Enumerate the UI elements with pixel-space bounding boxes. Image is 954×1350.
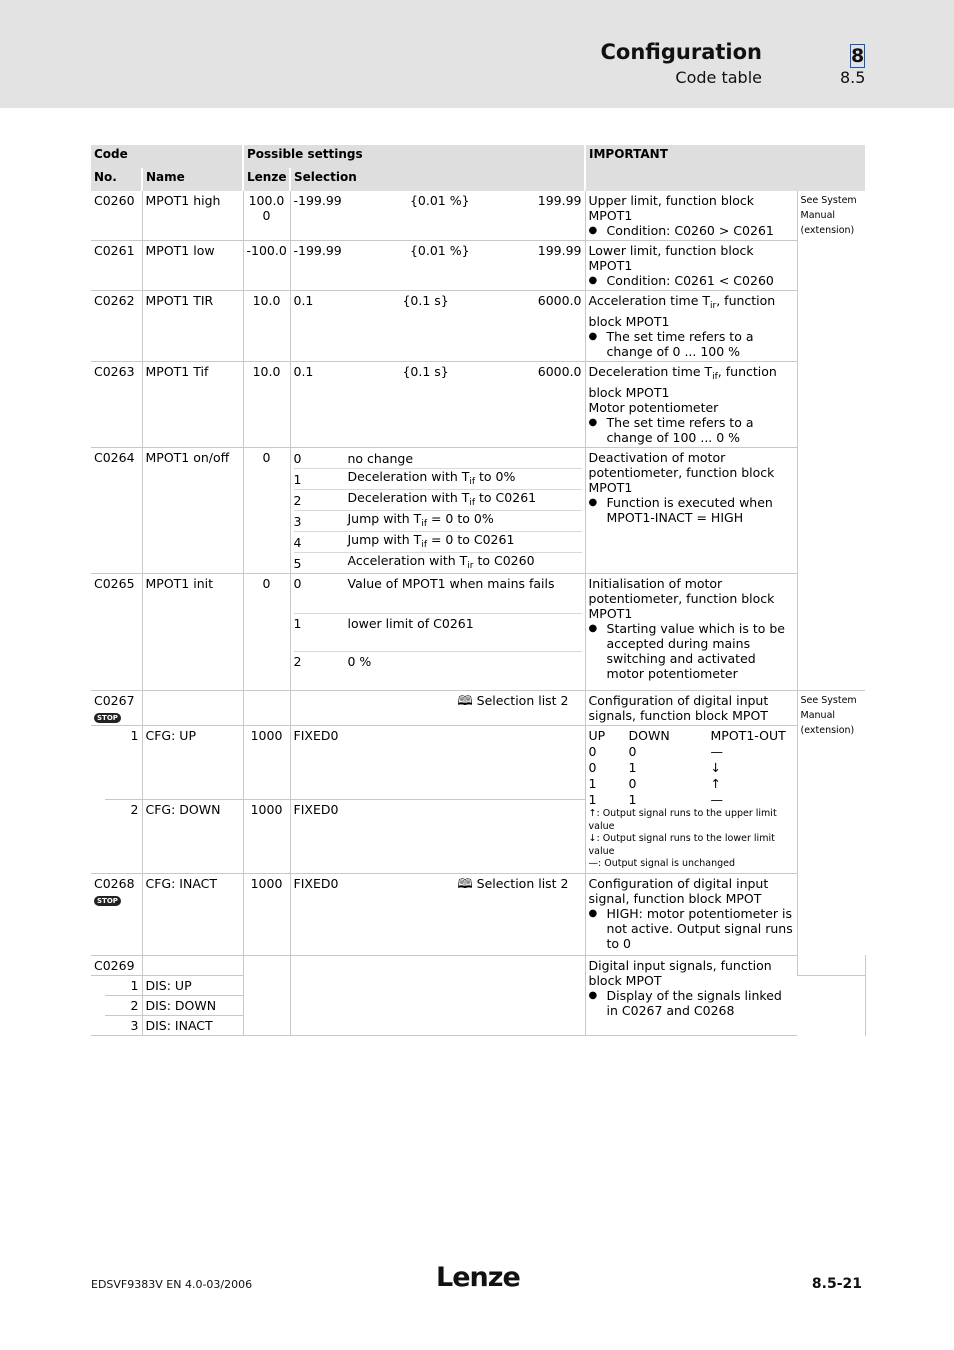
bullet-text: ● Display of the signals linked in C0267 and C0268	[589, 988, 794, 1018]
max-value: 6000.0	[537, 293, 582, 308]
min-value: 0.1	[293, 364, 314, 379]
lenze-logo: Lenze	[436, 1262, 520, 1293]
bullet-text: ● Condition: C0261 < C0260	[589, 273, 794, 288]
bullet-text: ● Starting value which is to be accepted during mains switching and activated motor potentiometer	[589, 621, 794, 681]
name-cell: DIS: INACT	[142, 1015, 243, 1035]
bullet-text: ● HIGH: motor potentiometer is not active. Output signal runs to 0	[589, 906, 794, 951]
selection-cell: FIXED0 🕮 Selection list 2	[290, 873, 585, 955]
info-text: Deactivation of motor potentiometer, function block MPOT1	[588, 450, 775, 495]
name-cell: DIS: UP	[142, 975, 243, 995]
lenze-cell: 0	[243, 574, 290, 691]
selection-cell	[290, 448, 585, 574]
option-row: 0 no change	[294, 448, 582, 469]
header-important: IMPORTANT	[585, 145, 865, 191]
important-cell	[585, 241, 797, 291]
page-number: 8.5-21	[811, 1276, 862, 1292]
header-no: No.	[91, 168, 142, 191]
info-text-2: Motor potentiometer	[588, 400, 719, 415]
name-cell: MPOT1 Tif	[142, 362, 243, 448]
header-name: Name	[142, 168, 243, 191]
table-row-c0263	[91, 362, 865, 448]
name-cell: MPOT1 TIR	[142, 291, 243, 362]
unit-value: {0.01 %}	[409, 243, 470, 258]
lenze-cell: 100.0 0	[243, 191, 290, 241]
selection-list-ref: 🕮 Selection list 2	[290, 691, 585, 726]
info-text: Deceleration time $T_{if}$, function block MPOT1	[588, 364, 777, 400]
lenze-cell: 1000	[243, 726, 290, 800]
sub-no-cell: 1	[105, 726, 142, 800]
option-row: 2 Deceleration with $T_{if}$ to C0261	[294, 490, 582, 511]
page-subtitle: Code table	[675, 68, 762, 87]
important-cell	[585, 362, 797, 448]
header-code: Code	[91, 145, 243, 168]
code-cell: C0264	[91, 448, 142, 574]
max-value: 199.99	[537, 243, 582, 258]
important-cell	[585, 955, 797, 1035]
code-cell: C0260	[91, 191, 142, 241]
table-row-c0268	[91, 873, 865, 955]
code-cell: C0263	[91, 362, 142, 448]
name-cell: CFG: DOWN	[142, 799, 243, 873]
table-row-c0267-1	[91, 726, 865, 800]
max-value: 199.99	[537, 193, 582, 208]
name-cell: DIS: DOWN	[142, 995, 243, 1015]
code-cell: C0268 STOP	[91, 873, 142, 955]
lenze-cell: 1000	[243, 873, 290, 955]
lenze-cell: 10.0	[243, 362, 290, 448]
page-title: Configuration	[600, 40, 762, 64]
table-row-c0265	[91, 574, 865, 691]
chapter-number: 8	[851, 45, 865, 67]
important-cell	[585, 191, 797, 241]
code-cell: C0261	[91, 241, 142, 291]
table-row-c0269	[91, 955, 865, 975]
min-value: -199.99	[293, 193, 342, 208]
info-text: Configuration of digital input signal, function block MPOT	[588, 875, 769, 906]
table-row-c0267	[91, 691, 865, 726]
important-cell	[585, 291, 797, 362]
option-row: 4 Jump with $T_{if} = 0$ to C0261	[294, 532, 582, 553]
selection-cell	[290, 191, 585, 241]
book-icon: 🕮	[457, 694, 473, 709]
unit-value: {0.1 s}	[402, 364, 449, 379]
table-row-c0262	[91, 291, 865, 362]
truth-table-cell	[585, 726, 797, 874]
see-manual-note: See System Manual (extension)	[797, 191, 865, 691]
name-cell: MPOT1 high	[142, 191, 243, 241]
selection-cell	[290, 362, 585, 448]
name-cell: CFG: INACT	[142, 873, 243, 955]
unit-value: {0.01 %}	[409, 193, 470, 208]
code-table	[91, 145, 865, 1036]
code-cell: C0265	[91, 574, 142, 691]
truth-table: UP DOWN MPOT1-OUT 0 0 — 0 1 ↓ 1 0 ↑ 1 1 —	[588, 728, 786, 807]
sub-no-cell: 3	[105, 1015, 142, 1035]
see-manual-note-2: See System Manual (extension)	[797, 691, 865, 976]
code-cell: C0269	[91, 955, 142, 975]
option-row: 3 Jump with $T_{if} = 0$ to 0%	[294, 511, 582, 532]
unit-value: {0.1 s}	[402, 293, 449, 308]
bullet-text: ● The set time refers to a change of 0 ... 100 %	[589, 329, 794, 359]
min-value: 0.1	[293, 293, 314, 308]
name-cell: MPOT1 init	[142, 574, 243, 691]
lenze-cell: -100.0	[243, 241, 290, 291]
lenze-cell: 10.0	[243, 291, 290, 362]
sub-no-cell: 2	[105, 995, 142, 1015]
header-possible-settings: Possible settings	[243, 145, 585, 168]
document-id: EDSVF9383V EN 4.0-03/2006	[91, 1278, 253, 1291]
section-number: 8.5	[840, 68, 866, 87]
max-value: 6000.0	[537, 364, 582, 379]
legend-up: ↑: Output signal runs to the upper limit value	[588, 808, 777, 832]
legend-unchanged: —: Output signal is unchanged	[588, 858, 736, 869]
header-selection: Selection	[290, 168, 585, 191]
sub-no-cell: 2	[105, 799, 142, 873]
legend-down: ↓: Output signal runs to the lower limit value	[588, 833, 775, 857]
header-band	[0, 0, 954, 108]
table-row-c0264	[91, 448, 865, 574]
selection-cell: FIXED0	[290, 799, 585, 873]
name-cell: MPOT1 low	[142, 241, 243, 291]
stop-icon: STOP	[94, 713, 121, 723]
info-text: Initialisation of motor potentiometer, function block MPOT1	[588, 576, 775, 621]
info-text: Upper limit, function block MPOT1	[588, 193, 754, 223]
table-row-c0261	[91, 241, 865, 291]
name-cell: CFG: UP	[142, 726, 243, 800]
bullet-text: ● Function is executed when MPOT1-INACT = HIGH	[589, 495, 794, 525]
lenze-cell: 1000	[243, 799, 290, 873]
selection-cell: FIXED0	[290, 726, 585, 800]
min-value: -199.99	[293, 243, 342, 258]
important-cell	[585, 448, 797, 574]
option-row: 1 Deceleration with $T_{if}$ to 0%	[294, 469, 582, 490]
option-row: 2 0 %	[293, 654, 372, 669]
selection-cell	[290, 291, 585, 362]
sub-no-cell: 1	[105, 975, 142, 995]
lenze-cell: 0	[243, 448, 290, 574]
code-cell: C0262	[91, 291, 142, 362]
header-lenze: Lenze	[243, 168, 290, 191]
stop-icon: STOP	[94, 896, 121, 906]
name-cell: MPOT1 on/off	[142, 448, 243, 574]
info-text: Lower limit, function block MPOT1	[588, 243, 754, 273]
selection-cell	[290, 574, 585, 691]
important-cell	[585, 873, 797, 955]
info-text: Acceleration time $T_{ir}$, function block MPOT1	[588, 293, 776, 329]
option-row: 1 lower limit of C0261	[294, 614, 582, 652]
info-text: Configuration of digital input signals, function block MPOT	[585, 691, 797, 726]
info-text: Digital input signals, function block MPOT	[588, 957, 772, 988]
code-cell: C0267 STOP	[91, 691, 142, 726]
table-row-c0260	[91, 191, 865, 241]
option-row: 0 Value of MPOT1 when mains fails	[294, 574, 582, 614]
book-icon: 🕮	[457, 876, 473, 892]
selection-cell	[290, 241, 585, 291]
bullet-text: ● The set time refers to a change of 100 ... 0 %	[589, 415, 794, 445]
bullet-text: ● Condition: C0260 > C0261	[589, 223, 794, 238]
important-cell	[585, 574, 797, 691]
group-header-row	[91, 145, 865, 168]
option-row: 5 Acceleration with $T_{ir}$ to C0260	[293, 552, 535, 571]
